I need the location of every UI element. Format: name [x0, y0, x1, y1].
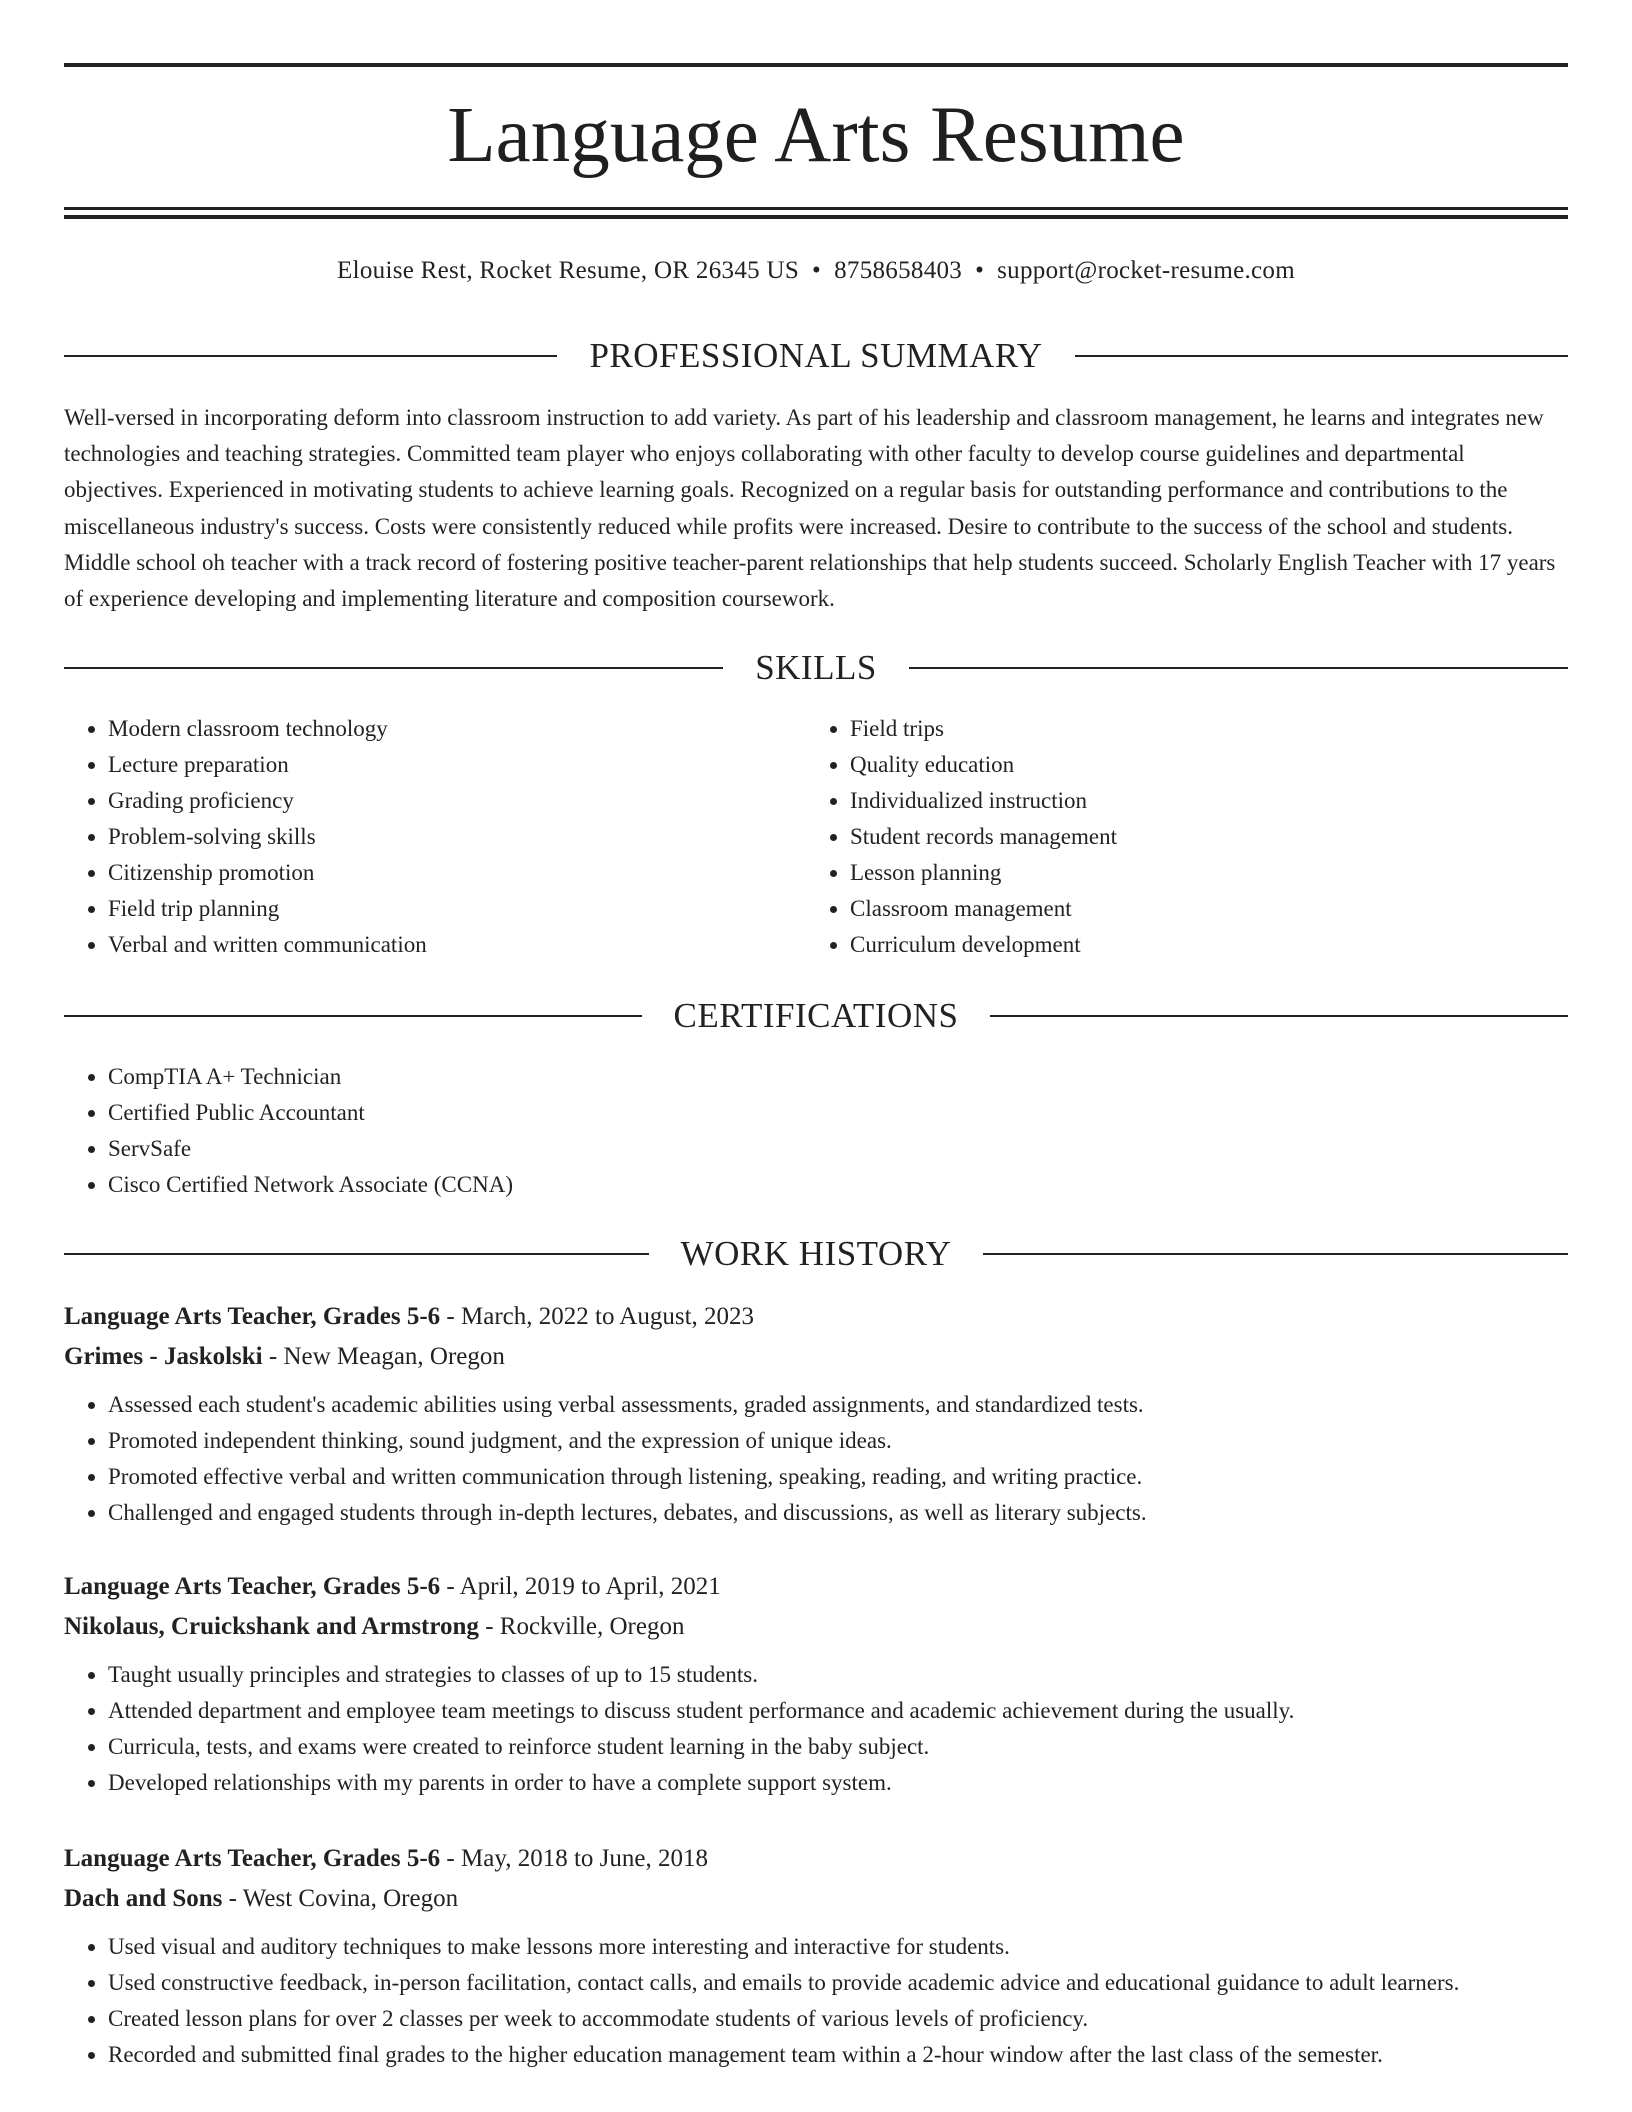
contact-separator: • — [812, 257, 822, 284]
job-employer-line — [64, 1607, 1568, 1647]
heading-rule — [64, 355, 557, 357]
job-title-line — [64, 1839, 1568, 1879]
skill-item: • Curriculum development — [850, 927, 1550, 963]
heading-rule — [64, 1253, 649, 1255]
job-dates: - April, 2019 to April, 2021 — [440, 1573, 721, 1600]
skill-item: • Field trips — [850, 711, 1550, 747]
section-title: PROFESSIONAL SUMMARY — [589, 336, 1043, 375]
skill-item: • Citizenship promotion — [108, 855, 808, 891]
job-position: Language Arts Teacher, Grades 5-6 — [64, 1573, 441, 1600]
section-heading-summary — [64, 334, 1568, 378]
job-bullet: • Attended department and employee team meetings to discuss student performance and academic achievement during the usually. — [108, 1693, 1568, 1729]
job-bullet: • Used constructive feedback, in-person facilitation, contact calls, and emails to provide academic advice and educational guidance to adult learners. — [108, 1965, 1568, 2001]
job-bullet: • Assessed each student's academic abilities using verbal assessments, graded assignments, and standardized tests. — [108, 1387, 1568, 1423]
summary-paragraph: Well-versed in incorporating deform into classroom instruction to add variety. As part of his leadership and classroom management, he learns and integrates new technologies and teaching strategies. Committed team player who enjoys collaborating with other faculty to develop course guidelines and departmental objectives. Experienced in motivating students to achieve learning goals. Recognized on a regular basis for outstanding performance and contributions to the miscellaneous industry's success. Costs were consistently reduced while profits were increased. Desire to contribute to the success of the school and students. Middle school oh teacher with a track record of fostering positive teacher-parent relationships that help students succeed. Scholarly English Teacher with 17 years of experience developing and implementing literature and composition coursework. — [64, 405, 1556, 612]
job-location: - Rockville, Oregon — [478, 1613, 685, 1640]
job-dates: - May, 2018 to June, 2018 — [440, 1845, 708, 1872]
resume-title: Language Arts Resume — [447, 92, 1185, 179]
job-title-line — [64, 1297, 1568, 1337]
certification-item: • Certified Public Accountant — [108, 1095, 1568, 1131]
certification-item: • ServSafe — [108, 1131, 1568, 1167]
heading-rule — [983, 1253, 1568, 1255]
job-entry — [64, 1839, 1568, 2073]
contact-address: Elouise Rest, Rocket Resume, OR 26345 US — [337, 257, 800, 284]
section-heading-work-history — [64, 1232, 1568, 1276]
job-employer: Dach and Sons — [64, 1885, 223, 1912]
skill-item: • Quality education — [850, 747, 1550, 783]
contact-email: support@rocket-resume.com — [997, 257, 1295, 284]
job-bullet: • Recorded and submitted final grades to the higher education management team within a 2-hour window after the last class of the semester. — [108, 2037, 1568, 2073]
section-heading-skills — [64, 646, 1568, 690]
job-bullets — [64, 1657, 1568, 1801]
heading-rule — [64, 1015, 642, 1017]
skill-item: • Verbal and written communication — [108, 927, 808, 963]
contact-separator: • — [975, 257, 985, 284]
job-bullet: • Curricula, tests, and exams were created to reinforce student learning in the baby subject. — [108, 1729, 1568, 1765]
job-bullet: • Promoted independent thinking, sound judgment, and the expression of unique ideas. — [108, 1423, 1568, 1459]
skills-list-left — [64, 711, 808, 963]
job-entry — [64, 1297, 1568, 1531]
section-title: WORK HISTORY — [680, 1234, 952, 1273]
job-employer-line — [64, 1337, 1568, 1377]
title-rule-upper — [64, 207, 1568, 210]
section-title: CERTIFICATIONS — [673, 996, 959, 1035]
certification-item: • CompTIA A+ Technician — [108, 1059, 1568, 1095]
job-bullet: • Taught usually principles and strategies to classes of up to 15 students. — [108, 1657, 1568, 1693]
job-employer: Grimes - Jaskolski — [64, 1343, 263, 1370]
skill-item: • Grading proficiency — [108, 783, 808, 819]
certification-item: • Cisco Certified Network Associate (CCNA) — [108, 1167, 1568, 1203]
section-heading-certifications — [64, 994, 1568, 1038]
skill-item: • Individualized instruction — [850, 783, 1550, 819]
job-bullet: • Created lesson plans for over 2 classes per week to accommodate students of various levels of proficiency. — [108, 2001, 1568, 2037]
job-dates: - March, 2022 to August, 2023 — [440, 1303, 755, 1330]
job-position: Language Arts Teacher, Grades 5-6 — [64, 1845, 441, 1872]
top-rule — [64, 63, 1568, 67]
skill-item: • Modern classroom technology — [108, 711, 808, 747]
title-rule-lower — [64, 215, 1568, 219]
contact-line — [64, 254, 1568, 288]
job-title-line — [64, 1567, 1568, 1607]
skill-item: • Lesson planning — [850, 855, 1550, 891]
job-bullets — [64, 1387, 1568, 1531]
contact-phone: 8758658403 — [834, 257, 963, 284]
job-bullet: • Used visual and auditory techniques to make lessons more interesting and interactive for students. — [108, 1929, 1568, 1965]
job-bullet: • Promoted effective verbal and written communication through listening, speaking, reading, and writing practice. — [108, 1459, 1568, 1495]
job-bullet: • Challenged and engaged students through in-depth lectures, debates, and discussions, as well as literary subjects. — [108, 1495, 1568, 1531]
job-location: - West Covina, Oregon — [222, 1885, 459, 1912]
job-location: - New Meagan, Oregon — [262, 1343, 505, 1370]
skill-item: • Student records management — [850, 819, 1550, 855]
skills-list-right — [806, 711, 1550, 963]
job-position: Language Arts Teacher, Grades 5-6 — [64, 1303, 441, 1330]
job-employer: Nikolaus, Cruickshank and Armstrong — [64, 1613, 479, 1640]
heading-rule — [990, 1015, 1568, 1017]
heading-rule — [1075, 355, 1568, 357]
skill-item: • Problem-solving skills — [108, 819, 808, 855]
job-bullet: • Developed relationships with my parents in order to have a complete support system. — [108, 1765, 1568, 1801]
job-employer-line — [64, 1879, 1568, 1919]
heading-rule — [64, 667, 723, 669]
skill-item: • Field trip planning — [108, 891, 808, 927]
heading-rule — [909, 667, 1568, 669]
section-title: SKILLS — [755, 648, 877, 687]
skill-item: • Lecture preparation — [108, 747, 808, 783]
job-entry — [64, 1567, 1568, 1801]
certifications-list — [64, 1059, 1568, 1203]
skill-item: • Classroom management — [850, 891, 1550, 927]
job-bullets — [64, 1929, 1568, 2073]
